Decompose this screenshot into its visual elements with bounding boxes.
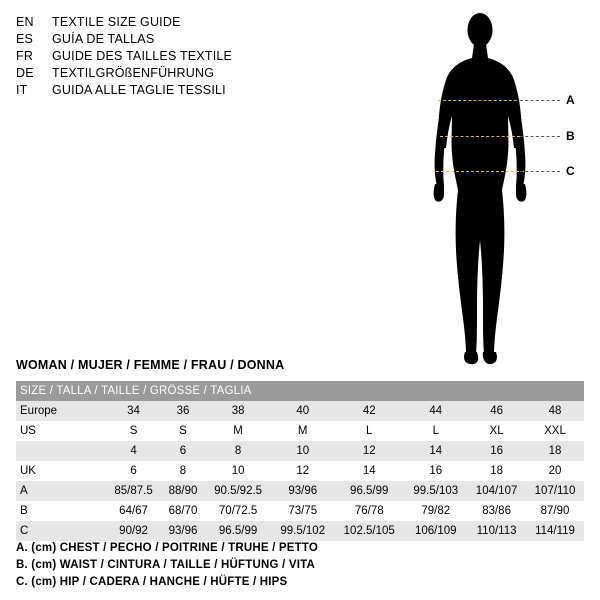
row-value: 76/78 xyxy=(334,501,404,521)
language-code: ES xyxy=(16,32,34,46)
table-row xyxy=(16,521,584,541)
language-title: TEXTILGRÖßENFÜHRUNG xyxy=(52,66,215,80)
language-row xyxy=(16,31,296,48)
row-value: 110/113 xyxy=(467,521,526,541)
row-value: 93/96 xyxy=(161,521,205,541)
row-value: 6 xyxy=(161,441,205,461)
row-value: 44 xyxy=(404,401,467,421)
measurement-legend xyxy=(16,540,576,591)
legend-row-c: C. (cm) HIP / CADERA / HANCHE / HÜFTE / HIPS xyxy=(16,576,288,588)
row-value: M xyxy=(205,421,272,441)
row-value: 36 xyxy=(161,401,205,421)
row-value: L xyxy=(404,421,467,441)
legend-row-b: B. (cm) WAIST / CINTURA / TAILLE / HÜFTUNG / VITA xyxy=(16,559,315,571)
table-row xyxy=(16,401,584,421)
row-value: 96.5/99 xyxy=(334,481,404,501)
row-value: 106/109 xyxy=(404,521,467,541)
chest-measure-line xyxy=(438,100,522,101)
row-label: C xyxy=(16,521,106,541)
row-value: 34 xyxy=(106,401,161,421)
size-table xyxy=(16,381,584,541)
row-value: S xyxy=(161,421,205,441)
row-value: XXL xyxy=(526,421,584,441)
row-value: 38 xyxy=(205,401,272,421)
row-value: 114/119 xyxy=(526,521,584,541)
row-value: 93/96 xyxy=(271,481,334,501)
language-title: TEXTILE SIZE GUIDE xyxy=(52,15,181,29)
language-list xyxy=(16,14,296,99)
row-value: 16 xyxy=(467,441,526,461)
row-label: B xyxy=(16,501,106,521)
language-code: FR xyxy=(16,49,34,63)
row-value: 4 xyxy=(106,441,161,461)
row-label: Europe xyxy=(16,401,106,421)
body-silhouette-icon xyxy=(380,8,590,368)
language-row xyxy=(16,82,296,99)
hip-lead-line xyxy=(520,171,560,172)
section-caption: WOMAN / MUJER / FEMME / FRAU / DONNA xyxy=(16,358,285,372)
row-value: 20 xyxy=(526,461,584,481)
row-value: 14 xyxy=(404,441,467,461)
row-value: 46 xyxy=(467,401,526,421)
row-value: 8 xyxy=(205,441,272,461)
row-value: 12 xyxy=(271,461,334,481)
row-value: 90.5/92.5 xyxy=(205,481,272,501)
row-label: US xyxy=(16,421,106,441)
table-row xyxy=(16,421,584,441)
row-value: L xyxy=(334,421,404,441)
row-value: 64/67 xyxy=(106,501,161,521)
language-row xyxy=(16,48,296,65)
legend-row-a: A. (cm) CHEST / PECHO / POITRINE / TRUHE / PETTO xyxy=(16,542,319,554)
row-value: 40 xyxy=(271,401,334,421)
hip-measure-line xyxy=(436,171,524,172)
row-value: 73/75 xyxy=(271,501,334,521)
table-row xyxy=(16,461,584,481)
female-body-figure xyxy=(380,8,590,368)
language-title: GUIDE DES TAILLES TEXTILE xyxy=(52,49,233,63)
row-label: A xyxy=(16,481,106,501)
chest-lead-line xyxy=(520,100,560,101)
row-value: M xyxy=(271,421,334,441)
row-value: S xyxy=(106,421,161,441)
row-value: 18 xyxy=(467,461,526,481)
language-row xyxy=(16,65,296,82)
row-value: 48 xyxy=(526,401,584,421)
row-value: 14 xyxy=(334,461,404,481)
row-value: 83/86 xyxy=(467,501,526,521)
table-header-label: SIZE / TALLA / TAILLE / GRÖSSE / TAGLIA xyxy=(16,381,584,401)
row-value: 96.5/99 xyxy=(205,521,272,541)
waist-measure-line xyxy=(440,136,520,137)
language-code: EN xyxy=(16,15,34,29)
row-value: 104/107 xyxy=(467,481,526,501)
language-row xyxy=(16,14,296,31)
row-value: 90/92 xyxy=(106,521,161,541)
measure-label-b: B xyxy=(566,129,575,143)
row-value: 70/72.5 xyxy=(205,501,272,521)
row-value: 87/90 xyxy=(526,501,584,521)
row-value: 68/70 xyxy=(161,501,205,521)
row-value: 18 xyxy=(526,441,584,461)
row-value: 79/82 xyxy=(404,501,467,521)
row-label: UK xyxy=(16,461,106,481)
language-title: GUÍA DE TALLAS xyxy=(52,32,155,46)
row-value: 102.5/105 xyxy=(334,521,404,541)
row-value: 107/110 xyxy=(526,481,584,501)
row-label xyxy=(16,441,106,461)
measure-label-a: A xyxy=(566,93,575,107)
table-row xyxy=(16,481,584,501)
row-value: 12 xyxy=(334,441,404,461)
row-value: XL xyxy=(467,421,526,441)
row-value: 88/90 xyxy=(161,481,205,501)
row-value: 16 xyxy=(404,461,467,481)
language-code: IT xyxy=(16,83,28,97)
row-value: 10 xyxy=(271,441,334,461)
table-row xyxy=(16,501,584,521)
table-header-row xyxy=(16,381,584,401)
row-value: 6 xyxy=(106,461,161,481)
waist-lead-line xyxy=(520,136,560,137)
table-row xyxy=(16,441,584,461)
measure-label-c: C xyxy=(566,164,575,178)
row-value: 99.5/102 xyxy=(271,521,334,541)
row-value: 8 xyxy=(161,461,205,481)
row-value: 10 xyxy=(205,461,272,481)
row-value: 99.5/103 xyxy=(404,481,467,501)
language-code: DE xyxy=(16,66,34,80)
row-value: 42 xyxy=(334,401,404,421)
language-title: GUIDA ALLE TAGLIE TESSILI xyxy=(52,83,226,97)
row-value: 85/87.5 xyxy=(106,481,161,501)
